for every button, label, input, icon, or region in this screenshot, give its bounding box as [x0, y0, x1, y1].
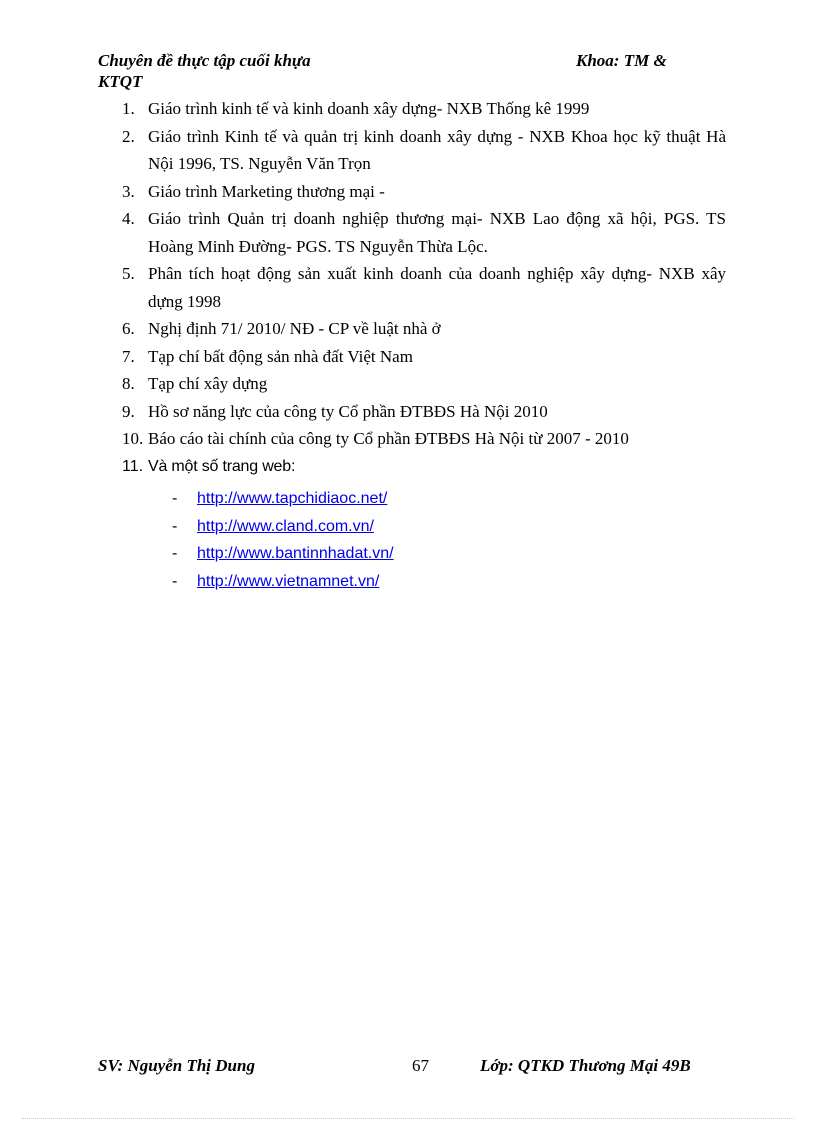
web-link[interactable]: http://www.bantinnhadat.vn/ [197, 545, 394, 562]
reference-number: 1. [122, 99, 135, 118]
reference-number: 7. [122, 346, 135, 366]
footer-class: Lớp: QTKD Thương Mại 49B [480, 1056, 691, 1075]
reference-number: 6. [122, 319, 135, 338]
reference-item [122, 398, 726, 426]
reference-item [122, 123, 726, 178]
reference-number: 8. [122, 374, 135, 393]
reference-text: Giáo trình Kinh tế và quản trị kinh doanh xây dựng - NXB Khoa học kỹ thuật Hà Nội 1996, TS. Nguyễn Văn Trọn [148, 126, 726, 173]
web-link-item [172, 568, 394, 596]
header-title: Chuyên đề thực tập cuối khựa [98, 51, 311, 70]
reference-item [122, 95, 726, 123]
footer-student-name: SV: Nguyễn Thị Dung [98, 1056, 255, 1075]
reference-text: Báo cáo tài chính của công ty Cổ phần ĐTBĐS Hà Nội từ 2007 - 2010 [148, 429, 629, 448]
web-link[interactable]: http://www.vietnamnet.vn/ [197, 572, 380, 590]
reference-number: 10. [122, 429, 144, 448]
header-faculty-continued: KTQT [98, 72, 143, 91]
web-link-list [172, 485, 394, 595]
dash-bullet: - [172, 572, 178, 590]
reference-number: 2. [122, 126, 135, 146]
header-faculty: Khoa: TM & [576, 51, 667, 70]
reference-text: Hồ sơ năng lực của công ty Cổ phần ĐTBĐS Hà Nội 2010 [148, 401, 548, 421]
page-bottom-border [22, 1118, 794, 1119]
reference-text: Giáo trình kinh tế và kinh doanh xây dựng- NXB Thống kê 1999 [148, 99, 590, 118]
reference-number: 11. [122, 457, 144, 475]
reference-item [122, 343, 726, 371]
reference-item [122, 370, 726, 398]
page-header [98, 50, 698, 94]
reference-text: Tạp chí xây dựng [148, 374, 268, 393]
reference-text: Phân tích hoạt động sản xuất kinh doanh của doanh nghiệp xây dựng- NXB xây dựng 1998 [148, 264, 726, 311]
reference-text: Giáo trình Quản trị doanh nghiệp thương mại- NXB Lao động xã hội, PGS. TS Hoàng Minh Đường- PGS. TS Nguyễn Thừa Lộc. [148, 209, 726, 256]
reference-text: Nghị định 71/ 2010/ NĐ - CP về luật nhà ở [148, 319, 441, 338]
web-link-item [172, 513, 394, 541]
reference-number: 5. [122, 264, 135, 283]
reference-text: Và một số trang web: [148, 457, 296, 475]
page-footer [98, 1054, 738, 1078]
web-link-item [172, 540, 394, 568]
reference-text: Giáo trình Marketing thương mại - [148, 181, 385, 201]
web-link-item [172, 485, 394, 513]
reference-number: 3. [122, 181, 135, 201]
dash-bullet: - [172, 545, 178, 562]
reference-item [122, 453, 726, 481]
reference-item [122, 425, 726, 453]
page-number: 67 [412, 1056, 429, 1075]
dash-bullet: - [172, 517, 178, 535]
reference-item [122, 205, 726, 260]
reference-list [122, 95, 726, 480]
web-link[interactable]: http://www.tapchidiaoc.net/ [197, 490, 388, 507]
reference-number: 9. [122, 401, 135, 421]
reference-number: 4. [122, 209, 135, 228]
dash-bullet: - [172, 490, 178, 507]
reference-item [122, 260, 726, 315]
reference-item [122, 315, 726, 343]
reference-item [122, 178, 726, 206]
web-link[interactable]: http://www.cland.com.vn/ [197, 517, 374, 535]
reference-text: Tạp chí bất động sản nhà đất Việt Nam [148, 346, 413, 366]
